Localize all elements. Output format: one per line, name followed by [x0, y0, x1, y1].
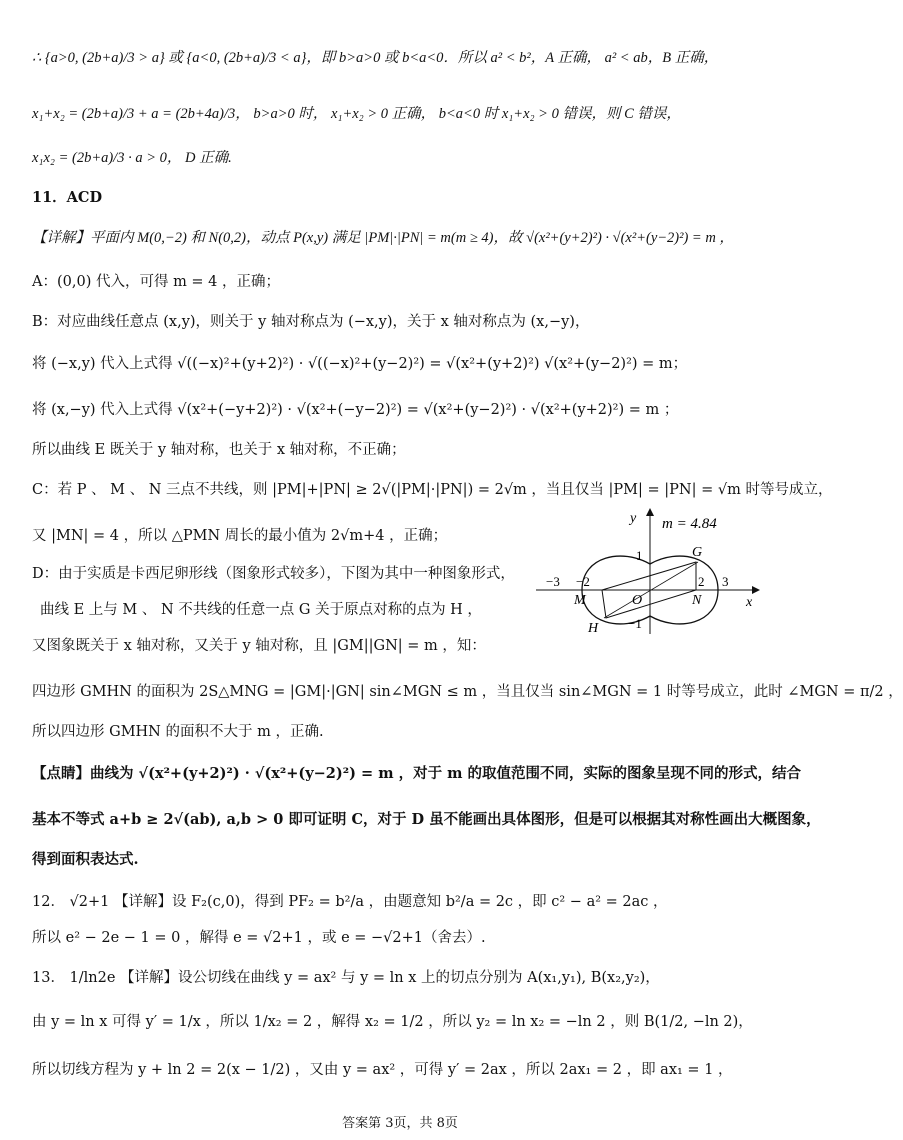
line-18: 【点睛】曲线为 √(x²+(y+2)²) · √(x²+(y−2)²) = m ，对于 m 的取值范围不同，实际的图象呈现不同的形式，结合	[32, 765, 802, 782]
line-8: 将 (−x,y) 代入上式得 √((−x)²+(y+2)²) · √((−x)²+(y−2)²) = √(x²+(y+2)²) √(x²+(y−2)²) = m；	[32, 356, 688, 372]
line-22: 所以 e² − 2e − 1 = 0 ，解得 e = √2+1 ，或 e = −√2+1（舍去）.	[32, 930, 486, 946]
tick-neg2: −2	[576, 574, 590, 589]
line-21: 12． √2+1 【详解】设 F₂(c,0)，得到 PF₂ = b²/a ，由题意知 b²/a = 2c ，即 c² − a² = 2ac ，	[32, 894, 668, 910]
line-7: B：对应曲线任意点 (x,y)，则关于 y 轴对称点为 (−x,y)，关于 x 轴对称点为 (x,−y)，	[32, 314, 590, 330]
line-16: 四边形 GMHN 的面积为 2S△MNG = |GM|·|GN| sin∠MGN ≤ m ，当且仅当 sin∠MGN = 1 时等号成立，此时 ∠MGN = π/2 ，	[32, 684, 903, 700]
line-13: D：由于实质是卡西尼卵形线（图象形式较多），下图为其中一种图象形式，	[32, 566, 515, 582]
tick-neg1: −1	[628, 616, 642, 631]
point-g-label: G	[692, 545, 703, 560]
y-axis-label: y	[630, 511, 637, 526]
tick-neg3: −3	[546, 574, 560, 589]
x-axis-label: x	[746, 595, 753, 610]
cassini-oval-figure	[532, 506, 762, 636]
line-10: 所以曲线 E 既关于 y 轴对称，也关于 x 轴对称，不正确；	[32, 442, 406, 458]
line-12: 又 |MN| = 4 ，所以 △PMN 周长的最小值为 2√m+4 ，正确；	[32, 528, 448, 544]
point-m-label: M	[574, 593, 586, 608]
origin-label: O	[632, 593, 643, 608]
line-1: ∴ {a>0, (2b+a)/3 > a} 或 {a<0, (2b+a)/3 < a}，即 b>a>0 或 b<a<0．所以 a² < b²，A 正确， a² < ab，B 正确，	[32, 50, 719, 66]
line-3: x₁x₂ = (2b+a)/3 · a > 0， D 正确.	[32, 150, 232, 166]
tick-3: 3	[722, 574, 729, 589]
x-axis-arrow	[752, 586, 760, 594]
line-24: 由 y = ln x 可得 y′ = 1/x ，所以 1/x₂ = 2 ，解得 x₂ = 1/2 ，所以 y₂ = ln x₂ = −ln 2 ，则 B(1/2, −ln 2)，	[32, 1014, 753, 1030]
page-footer: 答案第 3页，共 8页	[342, 1116, 458, 1131]
line-14: 曲线 E 上与 M 、 N 不共线的任意一点 G 关于原点对称的点为 H ，	[40, 602, 482, 618]
question-11-answer: 11．ACD	[32, 189, 103, 206]
point-h-label: H	[588, 621, 599, 636]
point-n-label: N	[692, 593, 702, 608]
line-25: 所以切线方程为 y + ln 2 = 2(x − 1/2) ，又由 y = ax² ，可得 y′ = 2ax ，所以 2ax₁ = 2 ，即 ax₁ = 1 ，	[32, 1062, 733, 1078]
line-11: C：若 P 、 M 、 N 三点不共线，则 |PM|+|PN| ≥ 2√(|PM|·|PN|) = 2√m ，当且仅当 |PM| = |PN| = √m 时等号成立，	[32, 482, 833, 498]
line-15: 又图象既关于 x 轴对称，又关于 y 轴对称，且 |GM||GN| = m ，知：	[32, 638, 486, 654]
line-17: 所以四边形 GMHN 的面积不大于 m ，正确.	[32, 724, 324, 740]
line-20: 得到面积表达式.	[32, 851, 139, 868]
tick-1: 1	[636, 548, 643, 563]
m-label: m = 4.84	[662, 516, 717, 532]
y-axis-arrow	[646, 508, 654, 516]
line-2: x₁+x₂ = (2b+a)/3 + a = (2b+4a)/3， b>a>0 时， x₁+x₂ > 0 正确， b<a<0 时 x₁+x₂ > 0 错误，则 C 错误，	[32, 106, 681, 122]
line-19: 基本不等式 a+b ≥ 2√(ab), a,b > 0 即可证明 C，对于 D 虽不能画出具体图形，但是可以根据其对称性画出大概图象，	[32, 811, 821, 828]
line-5: 【详解】平面内 M(0,−2) 和 N(0,2)，动点 P(x,y) 满足 |PM|·|PN| = m(m ≥ 4)，故 √(x²+(y+2)²) · √(x²+(y−2)²) = m ，	[32, 230, 734, 246]
line-23: 13． 1/ln2e 【详解】设公切线在曲线 y = ax² 与 y = ln x 上的切点分别为 A(x₁,y₁), B(x₂,y₂)，	[32, 970, 660, 986]
tick-2: 2	[698, 574, 705, 589]
line-6: A：(0,0) 代入，可得 m = 4 ，正确；	[32, 274, 281, 290]
line-9: 将 (x,−y) 代入上式得 √(x²+(−y+2)²) · √(x²+(−y−2)²) = √(x²+(y−2)²) · √(x²+(y+2)²) = m ；	[32, 402, 679, 418]
